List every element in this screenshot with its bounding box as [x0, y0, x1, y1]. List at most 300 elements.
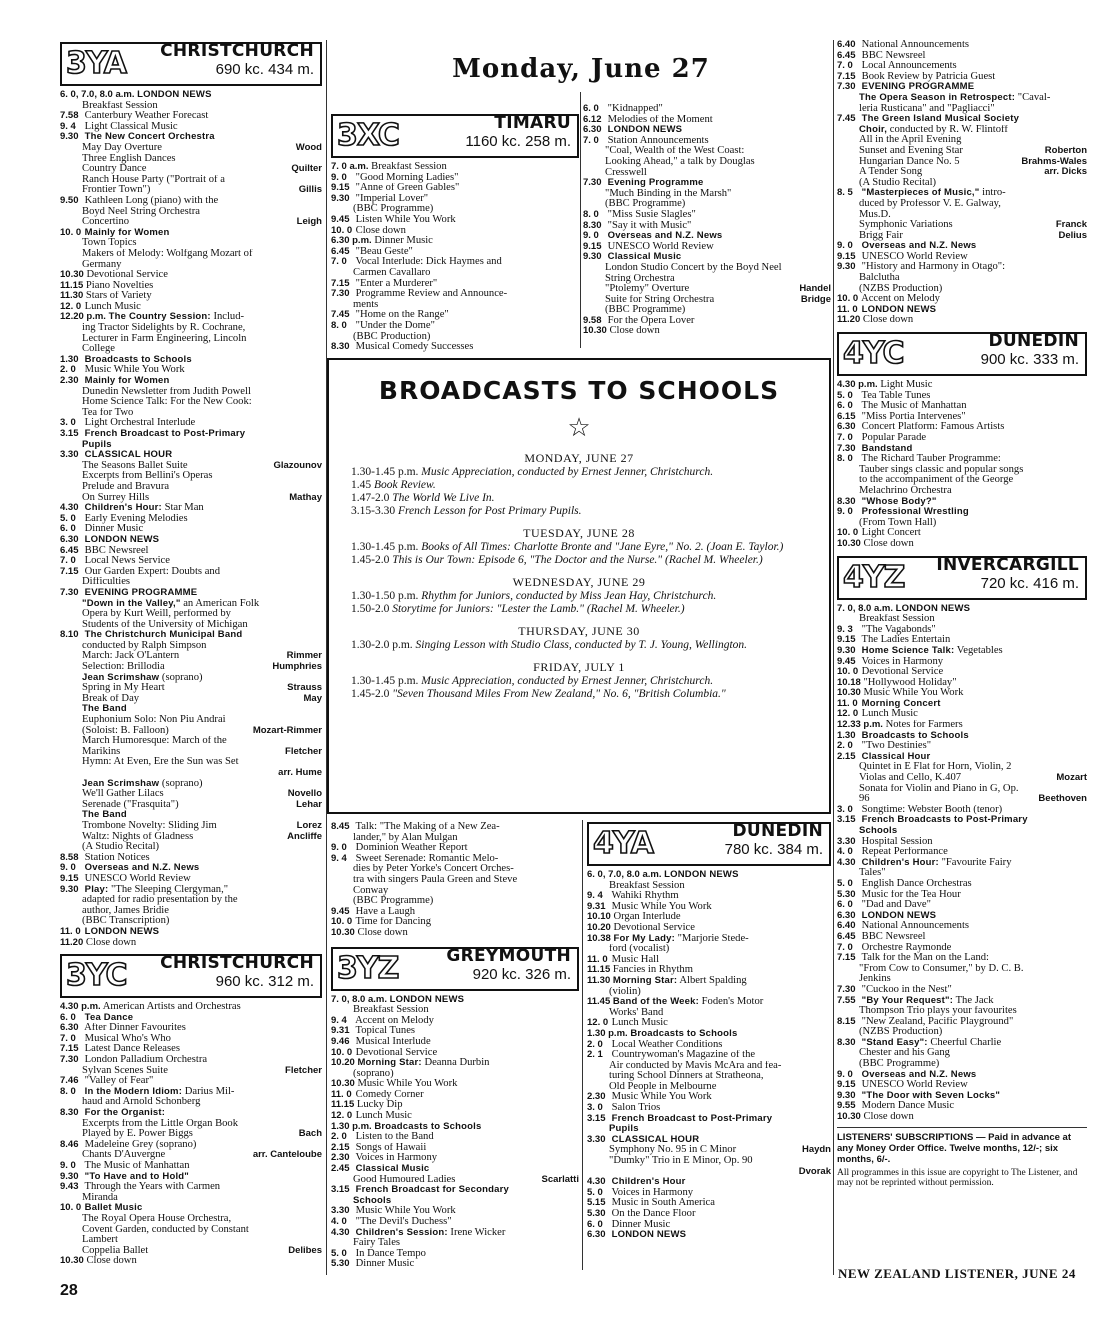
time: 10. 0 — [331, 917, 353, 928]
schedule-line — [60, 365, 322, 376]
schedule-line — [587, 1082, 831, 1093]
schedule-line — [60, 111, 322, 122]
schedule-line — [837, 125, 1087, 136]
schools-item-text: Singing Lesson with Studio Class, conducted by T. J. Young, Wellington. — [415, 639, 748, 651]
station-frequency: 920 kc. 326 m. — [472, 965, 571, 983]
programme-title: "Stand Easy": — [861, 1037, 928, 1048]
time: 10.20 — [331, 1058, 355, 1069]
schedule-line — [60, 514, 322, 525]
schedule-line — [587, 944, 831, 955]
programme-text: London Studio Concert by the Boyd Neel — [605, 262, 782, 273]
time: 9.55 — [837, 1101, 856, 1112]
schedule-line — [837, 444, 1087, 455]
schedule-line — [60, 1225, 322, 1236]
schedule-line — [837, 953, 1087, 964]
schedule-line — [331, 1090, 579, 1101]
schedule-line — [331, 928, 579, 939]
schedule-line — [837, 1059, 1087, 1070]
programme-text: Musical Comedy Successes — [355, 342, 474, 353]
schedule-line — [331, 289, 579, 300]
schedule-line — [60, 493, 322, 504]
schedule-line — [583, 316, 831, 327]
time: 8.10 — [60, 630, 79, 641]
time: 8.30 — [583, 220, 602, 231]
schools-item-time: 1.45-2.0 — [351, 688, 390, 700]
schedule-line — [587, 976, 831, 987]
time: 6.12 — [583, 114, 602, 125]
schedule-line — [837, 635, 1087, 646]
programme-text: Music Hall — [611, 954, 660, 965]
subscriptions-note: LISTENERS' SUBSCRIPTIONS — Paid in advance at any Money Order Office. Twelve months, 12/-; six months, 6/-. — [837, 1131, 1072, 1165]
schedule-line — [60, 842, 322, 853]
time: 8. 5 — [837, 188, 853, 199]
schedule-line — [331, 279, 579, 290]
schedule-line — [587, 965, 831, 976]
programme-text: Music While You Work — [357, 1079, 458, 1090]
programme-text: March Humoresque: March of the — [82, 736, 227, 747]
time: 6. 0 — [583, 104, 599, 114]
schedule-line — [60, 577, 322, 588]
schedule-line — [60, 302, 322, 313]
schedule-line — [837, 837, 1087, 848]
schedule-line — [587, 1188, 831, 1199]
programme-text: Covent Garden, conducted by Constant — [82, 1224, 249, 1235]
time: 4.30 p.m. — [60, 1002, 101, 1013]
time: 4. 0 — [837, 847, 853, 858]
time: 3.15 — [60, 429, 79, 439]
programme-text: Voices in Harmony — [611, 1187, 694, 1198]
time: 5.30 — [331, 1259, 350, 1270]
time: 7. 0, 8.0 a.m. — [331, 994, 387, 1005]
programme-text: "Valley of Fear" — [84, 1076, 154, 1087]
schedule-line — [583, 221, 831, 232]
schedule-line — [837, 805, 1087, 816]
schedule-line — [60, 810, 322, 821]
station-frequency: 720 kc. 416 m. — [980, 574, 1079, 592]
programme-text: Fairy Tales — [353, 1238, 401, 1249]
schedule-line — [60, 916, 322, 927]
programme-text: Dinner Music — [84, 524, 144, 535]
time: 3.15 — [331, 1185, 350, 1196]
programme-text: "Ptolemy" Overture — [605, 284, 690, 295]
programme-text: Accent on Melody — [355, 1015, 434, 1026]
schedule-line — [60, 1066, 322, 1077]
schedule-line — [60, 1203, 322, 1214]
schedule-line — [60, 143, 322, 154]
schools-item-time: 1.45-2.0 — [351, 554, 390, 566]
composer: Humphries — [272, 662, 322, 673]
schedule-line — [837, 433, 1087, 444]
schedule-line — [60, 1246, 322, 1257]
schedule-line — [837, 475, 1087, 486]
programme-text: "Anne of Green Gables" — [355, 183, 460, 194]
programme-text: UNESCO World Review — [861, 1080, 968, 1091]
schedule-line — [60, 853, 322, 864]
time: 9.15 — [60, 873, 79, 884]
station-frequency: 780 kc. 384 m. — [724, 841, 823, 858]
column-4 — [837, 40, 1087, 1275]
time: 10. 0 — [331, 225, 353, 236]
programme-text: Book Review by Patricia Guest — [861, 71, 996, 82]
time: 2. 1 — [587, 1050, 603, 1061]
time: 4.30 p.m. — [837, 380, 878, 391]
programme-text: Music for the Tea Hour — [861, 889, 961, 900]
schedule-line — [331, 162, 579, 173]
schedule-line — [587, 923, 831, 934]
schedule-line — [60, 1214, 322, 1225]
schools-item — [329, 639, 829, 652]
time: 4.30 — [60, 503, 79, 514]
programme-text: Lunch Music — [611, 1018, 668, 1029]
programme-text: Tales" — [859, 868, 886, 879]
schedule-line — [837, 1017, 1087, 1028]
time: 10.30 — [837, 688, 861, 699]
column-1 — [60, 40, 322, 1275]
schedule-line — [583, 252, 831, 263]
programme-text: Home Science Talk: For the New Cook: — [82, 397, 252, 408]
schedule-line — [331, 342, 579, 353]
time: 6.30 — [837, 910, 856, 921]
time: 7.30 — [837, 443, 856, 454]
composer: Haydn — [801, 1145, 831, 1156]
time: 9.45 — [331, 214, 350, 225]
programme-text: Madeleine Grey (soprano) — [84, 1139, 197, 1150]
schedule-line — [331, 1016, 579, 1027]
schedule-line — [587, 891, 831, 902]
time: 9.30 — [837, 262, 856, 273]
schedule-line — [60, 609, 322, 620]
programme-text: (NZBS Production) — [859, 283, 943, 294]
programme-title: "Whose Body?" — [861, 496, 937, 507]
programme-text: "Good Morning Ladies" — [355, 172, 459, 183]
schedule-line — [60, 312, 322, 323]
programme-text: Lambert — [82, 1235, 118, 1246]
programme-text: ford (vocalist) — [609, 944, 670, 955]
time: 11. 0 — [837, 304, 858, 315]
programme-title: Jean Scrimshaw — [82, 672, 160, 683]
programme-text: Euphonium Solo: Non Piu Andrai — [82, 715, 226, 726]
schedule-line — [837, 688, 1087, 699]
programme-text: Time for Dancing — [355, 917, 431, 928]
programme-text: Topical Tunes — [355, 1026, 416, 1037]
schedule-line — [583, 242, 831, 253]
programme-text: Piano Novelties — [85, 280, 154, 291]
schedule-line — [837, 40, 1087, 51]
programme-text: Albert Spalding — [679, 975, 747, 986]
schedule-line — [60, 471, 322, 482]
time: 8.30 — [60, 1108, 79, 1119]
schedule-line — [331, 864, 579, 875]
time: 4.30 — [331, 1227, 350, 1238]
programme-text: Quintet in E Flat for Horn, Violin, 2 — [859, 762, 1012, 773]
programme-text: to the accompaniment of the George — [859, 475, 1014, 486]
programme-title: Overseas and N.Z. News — [607, 231, 723, 242]
programme-text: Sweet Serenade: Romantic Melo- — [355, 853, 499, 864]
schedule-line — [60, 1129, 322, 1140]
schedule-line — [60, 1034, 322, 1045]
programme-title: "To Have and to Hold" — [84, 1171, 189, 1182]
time: 10.30 — [583, 326, 607, 337]
time: 1.30 — [60, 354, 79, 365]
programme-text: "Marjorie Stede- — [677, 933, 749, 944]
programme-text: "Dumky" Trio in E Minor, Op. 90 — [609, 1156, 753, 1167]
programme-text: Thompson Trio plays your favourites — [859, 1006, 1017, 1017]
time: 2.30 — [587, 1092, 606, 1103]
programme-text: Conway — [353, 885, 389, 896]
programme-text: "Much Binding in the Marsh" — [605, 188, 732, 199]
schedule-line — [331, 1100, 579, 1111]
time: 9. 0 — [60, 1161, 76, 1171]
schedule-line — [331, 1058, 579, 1069]
schedule-line — [837, 1080, 1087, 1091]
time: 6.45 — [331, 246, 350, 257]
programme-text: Coppelia Ballet — [82, 1245, 149, 1256]
programme-text: "Coal, Wealth of the West Coast: — [605, 146, 745, 157]
time: 7.30 — [583, 178, 602, 189]
schedule-line — [60, 154, 322, 165]
station-city: INVERCARGILL — [936, 554, 1079, 575]
schedule-3xc — [331, 162, 579, 353]
schools-item — [329, 466, 829, 479]
schedule-4yz — [837, 604, 1087, 1123]
programme-text: Melodies of the Moment — [607, 114, 713, 125]
time: 9. 4 — [587, 891, 603, 902]
time: 6. 0 — [837, 401, 853, 412]
schools-item — [329, 688, 829, 701]
programme-text: Carmen Cavallaro — [353, 267, 431, 278]
schedule-line — [60, 1097, 322, 1108]
programme-text: Concert Platform: Famous Artists — [861, 422, 1005, 433]
schedule-line — [837, 422, 1087, 433]
time: 8.30 — [331, 342, 350, 353]
schools-schedule — [329, 451, 829, 701]
time: 8. 0 — [331, 320, 347, 331]
programme-text: an American Folk — [183, 598, 260, 609]
schedule-3xc-continued — [583, 104, 831, 337]
time: 10.10 — [587, 912, 611, 923]
schools-item — [329, 554, 829, 567]
time: 9.15 — [837, 1080, 856, 1091]
schedule-line — [837, 964, 1087, 975]
time: 9.30 — [583, 252, 602, 263]
schedule-line — [60, 832, 322, 843]
time: 9.43 — [60, 1182, 79, 1193]
time: 11.20 — [60, 937, 84, 948]
schedule-3yc — [60, 1002, 322, 1267]
time: 10.30 — [331, 1079, 355, 1090]
time: 11.15 — [587, 965, 611, 976]
programme-text: (soprano) — [161, 778, 203, 789]
schedule-line — [837, 220, 1087, 231]
time: 10.20 — [587, 922, 611, 933]
schedule-line — [60, 726, 322, 737]
programme-title: LONDON NEWS — [137, 90, 212, 100]
time: 10.30 — [837, 538, 861, 549]
schedule-line — [60, 546, 322, 557]
schedule-line — [60, 757, 322, 768]
composer: Roberton — [1044, 145, 1087, 156]
time: 10. 0 — [837, 667, 859, 678]
schools-item-text: Rhythm for Juniors, conducted by Miss Jean Hay, Christchurch. — [421, 590, 717, 602]
programme-text: Air conducted by Mavis McAra and fea- — [609, 1060, 782, 1071]
programme-text: Serenade ("Frasquita") — [82, 799, 179, 810]
schools-item-text: Book Review. — [374, 479, 436, 491]
programme-text: A Tender Song — [859, 167, 923, 178]
schedule-line — [60, 651, 322, 662]
schedule-line — [837, 699, 1087, 710]
time: 11.30 — [60, 291, 84, 302]
programme-title: Mainly for Women — [84, 376, 170, 387]
schedule-line — [837, 82, 1087, 93]
column-2 — [331, 112, 579, 353]
station-city: DUNEDIN — [988, 331, 1079, 352]
station-header-4yz — [837, 556, 1087, 600]
programme-title: Play: — [84, 884, 109, 895]
composer: Bridge — [800, 294, 831, 305]
schedule-line — [331, 1122, 579, 1133]
programme-title: EVENING PROGRAMME — [861, 82, 975, 93]
time: 6.15 — [837, 411, 856, 422]
station-frequency: 690 kc. 434 m. — [215, 61, 314, 78]
schedule-line — [587, 1135, 831, 1146]
programme-text: Modern Dance Music — [861, 1101, 955, 1112]
programme-text: Talk: "The Making of a New Zea- — [355, 822, 500, 832]
schedule-line — [331, 995, 579, 1006]
programme-title: Broadcasts to Schools — [861, 730, 969, 741]
time: 11.45 — [587, 997, 611, 1008]
programme-title: Children's Session: — [355, 1227, 448, 1238]
programme-text: Hungarian Dance No. 5 — [859, 156, 960, 167]
programme-title: LONDON NEWS — [861, 910, 937, 921]
time: 6. 0 — [837, 900, 853, 911]
time: 9. 4 — [331, 1015, 347, 1026]
schedule-line — [837, 1006, 1087, 1017]
programme-title: French Broadcast to Post-Primary — [611, 1113, 773, 1124]
schedule-line — [837, 794, 1087, 805]
programme-text: BBC Newsreel — [861, 931, 926, 942]
programme-text: Organ Interlude — [613, 912, 681, 923]
programme-text: "Say it with Music" — [607, 220, 692, 231]
schedule-line — [837, 135, 1087, 146]
programme-text: Salon Trios — [611, 1103, 661, 1114]
time: 6.45 — [837, 931, 856, 942]
schedule-line — [60, 885, 322, 896]
schedule-line — [837, 741, 1087, 752]
station-city: CHRISTCHURCH — [160, 953, 314, 974]
schedule-line — [837, 932, 1087, 943]
schedule-line — [60, 1193, 322, 1204]
programme-title: Schools — [859, 826, 898, 836]
schedule-line — [837, 985, 1087, 996]
time: 7.15 — [837, 71, 856, 82]
time: 10.18 — [837, 677, 861, 688]
programme-text: "New Zealand, Pacific Playground" — [861, 1016, 1014, 1027]
programme-title: "The Door with Seven Locks" — [861, 1090, 1001, 1101]
schedule-line — [331, 1175, 579, 1186]
column-2-lower — [331, 822, 579, 1270]
programme-text: conducted by Ralph Simpson — [82, 640, 207, 651]
programme-text: "History and Harmony in Otago": — [861, 262, 1006, 273]
programme-title: CLASSICAL HOUR — [611, 1134, 700, 1145]
programme-title: Schools — [353, 1195, 392, 1206]
schedule-line — [60, 1140, 322, 1151]
programme-title: French Broadcast to Post-Primary — [84, 429, 246, 439]
schedule-4yc — [837, 380, 1087, 550]
schedule-line — [837, 826, 1087, 837]
time: 6.30 p.m. — [331, 236, 372, 247]
programme-text: We'll Gather Lilacs — [82, 789, 164, 800]
schedule-line — [837, 231, 1087, 242]
time: 10.30 — [60, 1256, 84, 1267]
schedule-line — [837, 528, 1087, 539]
schedule-line — [837, 199, 1087, 210]
schedule-line — [331, 875, 579, 886]
time: 12. 0 — [60, 301, 82, 312]
time: 3.30 — [837, 836, 856, 847]
schedule-line — [60, 408, 322, 419]
schedule-line — [60, 101, 322, 112]
schedule-line — [837, 1027, 1087, 1038]
schedule-line — [60, 175, 322, 186]
time: 3. 0 — [60, 418, 76, 429]
programme-text: Devotional Service — [86, 270, 168, 281]
schools-day-heading: THURSDAY, JUNE 30 — [518, 624, 640, 638]
programme-text: All in the April Evening — [859, 135, 962, 146]
schedule-line — [837, 847, 1087, 858]
programme-text: Dinner Music — [374, 236, 433, 247]
programme-title: LONDON NEWS — [607, 125, 683, 136]
time: 5. 0 — [837, 878, 853, 889]
time: 7.30 — [60, 587, 79, 598]
schedule-line — [331, 1185, 579, 1196]
schedule-line — [837, 614, 1087, 625]
schedule-line — [331, 822, 579, 833]
programme-text: "The Sleeping Clergyman," — [111, 884, 229, 895]
schedule-line — [331, 183, 579, 194]
schedule-line — [837, 61, 1087, 72]
schedule-line — [587, 1156, 831, 1167]
schedule-line — [331, 854, 579, 865]
schedule-line — [583, 199, 831, 210]
time: 7.30 — [331, 289, 350, 300]
programme-text: Station Announcements — [607, 135, 709, 146]
programme-text: Lunch Music — [84, 301, 141, 312]
programme-text: Marikins — [82, 746, 121, 757]
schedule-line — [587, 997, 831, 1008]
programme-text: dies by Peter Yorke's Concert Orches- — [353, 864, 514, 875]
time: 12. 0 — [331, 1111, 353, 1122]
programme-text: Local News Service — [84, 556, 170, 567]
time: 7.15 — [60, 566, 79, 577]
station-header-3xc — [331, 114, 579, 158]
programme-title: LONDON NEWS — [84, 926, 160, 937]
programme-text: Includ- — [213, 312, 245, 323]
programme-text: Good Humoured Ladies — [353, 1174, 456, 1185]
time: 3.15 — [587, 1113, 606, 1124]
programme-text: Music While You Work — [863, 688, 964, 699]
schedule-line — [331, 204, 579, 215]
time: 11. 0 — [837, 698, 858, 709]
programme-text: (Soloist: B. Falloon) — [82, 725, 169, 736]
time: 8. 0 — [583, 209, 599, 220]
programme-text: Programme Review and Announce- — [355, 289, 508, 300]
schedule-line — [583, 115, 831, 126]
schedule-line — [60, 630, 322, 641]
programme-text: UNESCO World Review — [607, 241, 714, 252]
schedule-line — [60, 1044, 322, 1055]
programme-text: The Music of Manhattan — [861, 401, 967, 412]
time: 9.30 — [60, 1171, 79, 1182]
